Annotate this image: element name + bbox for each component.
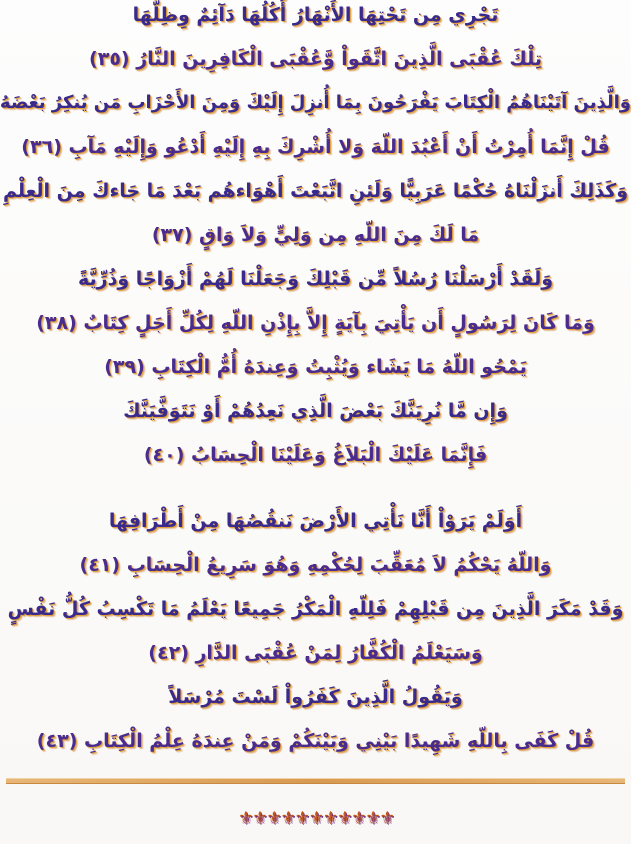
verse-line-9: يَمْحُو اللّهُ مَا يَشَاء وَيُثْبِتُ وَعِندَهُ أُمُّ الْكِتَابِ (٣٩) (104, 356, 527, 378)
verse-line-16: وَيَقُولُ الَّذِينَ كَفَرُواْ لَسْتَ مُرْسَلاً (168, 686, 463, 708)
footer-ornament: ⚜⚜⚜⚜⚜⚜⚜⚜⚜⚜⚜ (237, 808, 394, 829)
verse-line-3: وَالَّذِينَ آتَيْنَاهُمُ الْكِتَابَ يَفْرَحُونَ بِمَا أُنزِلَ إِلَيْكَ وَمِنَ الأَحْزَابِ مَن يُنكِرُ بَعْضَهُ (0, 92, 631, 113)
verse-line-1: تَجْرِي مِن تَحْتِهَا الأَنْهَارُ أُكُلُهَا دَآئِمٌ وِظِلُّهَا (132, 4, 499, 26)
verse-line-14: وَقَدْ مَكَرَ الَّذِينَ مِن قَبْلِهِمْ فَلِلّهِ الْمَكْرُ جَمِيعًا يَعْلَمُ مَا تَكْسِبُ كُلُّ نَفْسٍ (7, 598, 624, 620)
verse-line-13: وَاللّهُ يَحْكُمُ لاَ مُعَقِّبَ لِحُكْمِهِ وَهُوَ سَرِيعُ الْحِسَابِ (٤١) (79, 554, 552, 576)
verse-line-12: أَوَلَمْ يَرَوْاْ أَنَّا نَأْتِي الأَرْضَ نَنقُصُهَا مِنْ أَطْرَافِهَا (108, 510, 523, 532)
verse-line-11: فَإِنَّمَا عَلَيْكَ الْبَلاَغُ وَعَلَيْنَا الْحِسَابُ (٤٠) (143, 444, 488, 466)
verse-line-10: وَإِن مَّا نُرِيَنَّكَ بَعْضَ الَّذِي نَعِدُهُمْ أَوْ نَتَوَفَّيَنَّكَ (123, 400, 508, 422)
verse-line-4: قُلْ إِنَّمَا أُمِرْتُ أَنْ أَعْبُدَ اللّهَ وَلا أُشْرِكَ بِهِ إِلَيْهِ أَدْعُو وَإِلَيْهِ مَآبِ (٣٦) (21, 136, 610, 158)
verse-line-8: وَمَا كَانَ لِرَسُولٍ أَن يَأْتِيَ بِآيَةٍ إِلاَّ بِإِذْنِ اللّهِ لِكُلِّ أَجَلٍ كِتَابٌ (٣٨) (36, 312, 595, 334)
verse-line-15: وَسَيَعْلَمُ الْكُفَّارُ لِمَنْ عُقْبَى الدَّارِ (٤٢) (148, 642, 483, 664)
verse-line-5: وَكَذَلِكَ أَنزَلْنَاهُ حُكْمًا عَرَبِيًّا وَلَئِنِ اتَّبَعْتَ أَهْوَاءهُم بَعْدَ مَا جَاءكَ مِنَ الْعِلْمِ (2, 180, 629, 202)
verse-line-2: تِلْكَ عُقْبَى الَّذِينَ اتَّقَواْ وَّعُقْبَى الْكَافِرِينَ النَّارُ (٣٥) (89, 48, 542, 70)
verse-line-7: وَلَقَدْ أَرْسَلْنَا رُسُلاً مِّن قَبْلِكَ وَجَعَلْنَا لَهُمْ أَزْوَاجًا وَذُرِّيَّةً (77, 268, 554, 290)
verse-line-17: قُلْ كَفَى بِاللّهِ شَهِيدًا بَيْنِي وَبَيْنَكُمْ وَمَنْ عِندَهُ عِلْمُ الْكِتَابِ (٤٣) (36, 730, 595, 752)
verse-line-6: مَا لَكَ مِنَ اللّهِ مِن وَلِيٍّ وَلاَ وَاقٍ (٣٧) (151, 224, 480, 246)
divider-rule (6, 778, 625, 784)
